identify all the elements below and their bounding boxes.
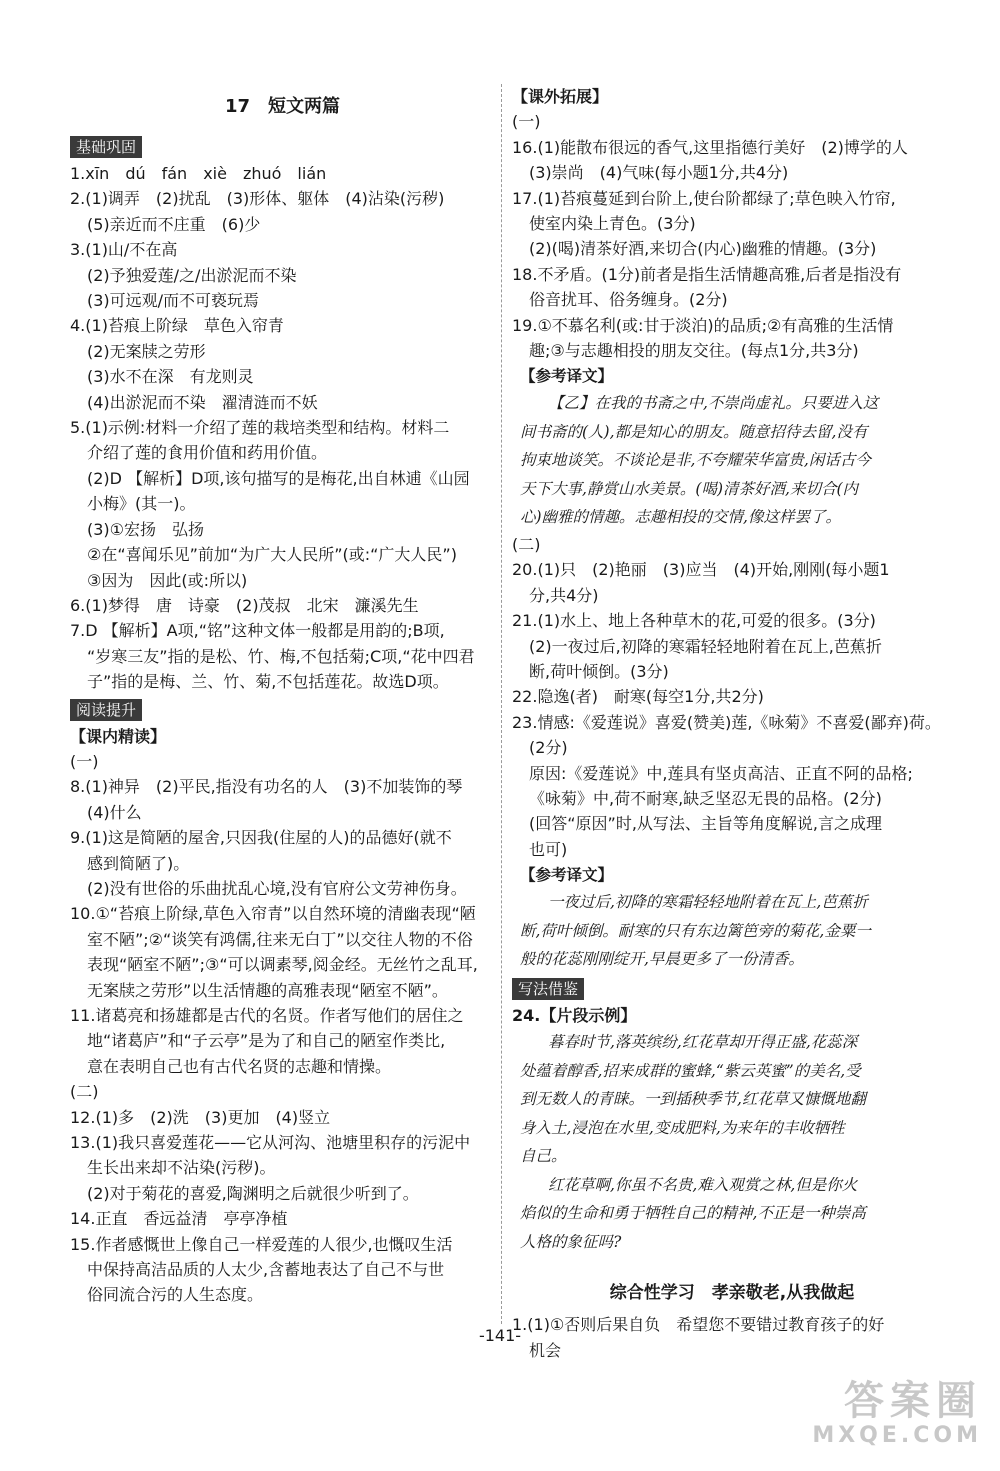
text-line: “岁寒三友”指的是松、竹、梅,不包括菊;C项,“花中四君 xyxy=(87,646,475,666)
section-badge-writing: 写法借鉴 xyxy=(512,978,584,1000)
text-line: 子”指的是梅、兰、竹、菊,不包括莲花。故选D项。 xyxy=(87,672,449,692)
text-line: 1.(1)①否则后果自负 希望您不要错过教育孩子的好 xyxy=(512,1315,885,1335)
part-label: (二) xyxy=(70,1082,99,1102)
text-line: 般的花蕊刚刚绽开,早晨更多了一份清香。 xyxy=(520,950,804,969)
text-line: 20.(1)只 (2)艳丽 (3)应当 (4)开始,刚刚(每小题1 xyxy=(512,560,890,580)
text-line: ③因为 因此(或:所以) xyxy=(87,570,248,590)
text-line: (2)(喝)清茶好酒,来切合(内心)幽雅的情趣。(3分) xyxy=(529,239,877,259)
text-line: 处蕴着醇香,招来成群的蜜蜂,“紫云英蜜”的美名,受 xyxy=(520,1061,861,1080)
sample-paragraph xyxy=(512,1028,952,1256)
text-line: 17.(1)苔痕蔓延到台阶上,使台阶都绿了;草色映入竹帘, xyxy=(512,188,896,208)
text-line: 小梅》(其一)。 xyxy=(87,494,196,514)
section-badge-basics: 基础巩固 xyxy=(70,136,142,158)
text-line: 19.①不慕名利(或:甘于淡泊)的品质;②有高雅的生活情 xyxy=(512,315,894,335)
text-line: (2)予独爱莲/之/出淤泥而不染 xyxy=(87,265,297,285)
text-line: (4)出淤泥而不染 濯清涟而不妖 xyxy=(87,392,318,412)
reading-part1-answers xyxy=(70,774,495,1079)
text-line: 室不陋”;②“谈笑有鸿儒,往来无白丁”以交往人物的不俗 xyxy=(87,929,473,949)
text-line: 12.(1)多 (2)洗 (3)更加 (4)竖立 xyxy=(70,1107,331,1127)
watermark-logo xyxy=(812,1379,982,1449)
text-line: 9.(1)这是简陋的屋舍,只因我(住屋的人)的品德好(就不 xyxy=(70,828,452,848)
part-label: (一) xyxy=(512,112,541,132)
watermark-text: 答案圈 xyxy=(844,1378,982,1424)
text-line: (回答“原因”时,从写法、主旨等角度解说,言之成理 xyxy=(529,814,882,834)
text-line: 断,荷叶倾倒。(3分) xyxy=(529,662,669,681)
basics-answers xyxy=(70,161,495,695)
text-line: 机会 xyxy=(529,1340,562,1360)
text-line: 暮春时节,落英缤纷,红花草却开得正盛,花蕊深 xyxy=(548,1033,858,1052)
text-line: 8.(1)神异 (2)平民,指没有功名的人 (3)不加装饰的琴 xyxy=(70,777,463,797)
text-line: (4)什么 xyxy=(87,802,142,822)
text-line: (2)对于菊花的喜爱,陶渊明之后就很少听到了。 xyxy=(87,1183,419,1203)
text-line: 地“诸葛庐”和“子云亭”是为了和自己的陋室作类比, xyxy=(87,1031,446,1051)
text-line: 《咏菊》中,荷不耐寒,缺乏坚忍无畏的品格。(2分) xyxy=(529,789,882,809)
watermark-url: MXQE.COM xyxy=(812,1423,982,1448)
text-line: 表现“陋室不陋”;③“可以调素琴,阅金经。无丝竹之乱耳, xyxy=(87,955,478,975)
text-line: 俗音扰耳、俗务缠身。(2分) xyxy=(529,290,728,310)
text-line: 俗同流合污的人生态度。 xyxy=(87,1285,264,1305)
text-line: 无案牍之劳形”以生活情趣的高雅表现“陋室不陋”。 xyxy=(87,980,448,1000)
text-line: (5)亲近而不庄重 (6)少 xyxy=(87,214,261,234)
text-line: 2.(1)调弄 (2)扰乱 (3)形体、躯体 (4)沾染(污秽) xyxy=(70,189,445,209)
text-line: 【乙】在我的书斋之中,不崇尚虚礼。只要进入这 xyxy=(548,394,879,413)
text-line: 3.(1)山/不在高 xyxy=(70,240,178,260)
text-line: 原因:《爱莲说》中,莲具有坚贞高洁、正直不阿的品格; xyxy=(529,763,913,783)
text-line: 一夜过后,初降的寒霜轻轻地附着在瓦上,芭蕉折 xyxy=(548,893,868,912)
text-line: 心)幽雅的情趣。志趣相投的交情,像这样罢了。 xyxy=(520,508,841,527)
text-line: 介绍了莲的食用价值和药用价值。 xyxy=(87,443,328,463)
text-line: 6.(1)梦得 唐 诗豪 (2)茂叔 北宋 濂溪先生 xyxy=(70,595,419,615)
text-line: 10.①“苔痕上阶绿,草色入帘青”以自然环境的清幽表现“陋 xyxy=(70,904,476,924)
right-column xyxy=(512,84,952,1363)
text-line: 1.xīn dú fán xiè zhuó lián xyxy=(70,164,327,183)
text-line: 13.(1)我只喜爱莲花——它从河沟、池塘里积存的污泥中 xyxy=(70,1133,471,1153)
text-line: (2)D 【解析】D项,该句描写的是梅花,出自林逋《山园 xyxy=(87,468,470,488)
item-24-heading: 24.【片段示例】 xyxy=(512,1005,637,1025)
text-line: 红花草啊,你虽不名贵,难入观赏之林,但是你火 xyxy=(548,1175,858,1194)
part-label: (二) xyxy=(512,534,541,554)
text-line: 4.(1)苔痕上阶绿 草色入帘青 xyxy=(70,316,284,336)
page-number: -141- xyxy=(478,1326,522,1345)
text-line: 焰似的生命和勇于牺牲自己的精神,不正是一种崇高 xyxy=(520,1204,866,1223)
text-line: 11.诸葛亮和扬雄都是古代的名贤。作者写他们的居住之 xyxy=(70,1006,464,1025)
text-line: 生长出来却不沾染(污秽)。 xyxy=(87,1158,276,1178)
text-line: 拘束地谈笑。不谈论是非,不夸耀荣华富贵,闲话古今 xyxy=(520,451,871,470)
text-line: 使室内染上青色。(3分) xyxy=(529,214,696,234)
text-line: 天下大事,静赏山水美景。(喝)清茶好酒,来切合(内 xyxy=(520,479,858,498)
text-line: 15.作者感慨世上像自己一样爱莲的人很少,也慨叹生活 xyxy=(70,1234,453,1254)
text-line: 也可) xyxy=(529,839,568,859)
text-line: (3)①宏扬 弘扬 xyxy=(87,519,205,539)
reference-translation-heading: 【参考译文】 xyxy=(520,866,614,885)
text-line: 21.(1)水上、地上各种草木的花,可爱的很多。(3分) xyxy=(512,611,876,631)
text-line: 意在表明自己也有古代名贤的志趣和情操。 xyxy=(87,1056,392,1076)
text-line: 7.D 【解析】A项,“铭”这种文体一般都是用韵的;B项, xyxy=(70,621,445,641)
part-label: (一) xyxy=(70,751,99,771)
text-line: 断,荷叶倾倒。耐寒的只有东边篱笆旁的菊花,金粟一 xyxy=(520,921,871,940)
text-line: (2)无案牍之劳形 xyxy=(87,341,206,361)
subsection-in-class-reading: 【课内精读】 xyxy=(70,726,167,746)
text-line: 22.隐逸(者) 耐寒(每空1分,共2分) xyxy=(512,687,764,707)
text-line: 18.不矛盾。(1分)前者是指生活情趣高雅,后者是指没有 xyxy=(512,264,902,284)
text-line: 23.情感:《爱莲说》喜爱(赞美)莲,《咏菊》不喜爱(鄙弃)荷。 xyxy=(512,712,941,732)
text-line: (2分) xyxy=(529,738,568,758)
text-line: 自己。 xyxy=(520,1147,567,1166)
text-line: 14.正直 香远益清 亭亭净植 xyxy=(70,1209,288,1229)
text-line: (3)水不在深 有龙则灵 xyxy=(87,367,254,387)
text-line: (3)崇尚 (4)气味(每小题1分,共4分) xyxy=(529,163,789,183)
extended-part1-answers xyxy=(512,135,952,364)
text-line: 5.(1)示例:材料一介绍了莲的栽培类型和结构。材料二 xyxy=(70,418,450,438)
reference-translation-2 xyxy=(512,888,952,974)
reference-translation-1 xyxy=(512,389,952,532)
text-line: ②在“喜闻乐见”前加“为广大人民所”(或:“广大人民”) xyxy=(87,545,457,565)
left-column xyxy=(70,84,495,1308)
text-line: 间书斋的(人),都是知心的朋友。随意招待去留,没有 xyxy=(520,422,868,441)
reading-part2-answers xyxy=(70,1105,495,1308)
text-line: 身入土,浸泡在水里,变成肥料,为来年的丰收牺牲 xyxy=(520,1118,845,1137)
text-line: 趣;③与志趣相投的朋友交往。(每点1分,共3分) xyxy=(529,341,859,361)
text-line: 分,共4分) xyxy=(529,585,599,605)
subsection-extended-reading: 【课外拓展】 xyxy=(512,87,609,106)
comprehensive-study-title: 综合性学习 孝亲敬老,从我做起 xyxy=(609,1283,855,1304)
section-badge-reading: 阅读提升 xyxy=(70,699,142,721)
text-line: 感到简陋了)。 xyxy=(87,853,190,873)
text-line: (2)没有世俗的乐曲扰乱心境,没有官府公文劳神伤身。 xyxy=(87,878,467,898)
text-line: 到无数人的青睐。一到插秧季节,红花草又慷慨地翻 xyxy=(520,1090,866,1109)
text-line: (2)一夜过后,初降的寒霜轻轻地附着在瓦上,芭蕉折 xyxy=(529,636,882,656)
page-title: 17 短文两篇 xyxy=(224,96,341,117)
reference-translation-heading: 【参考译文】 xyxy=(520,367,614,386)
extended-part2-answers xyxy=(512,557,952,862)
text-line: 16.(1)能散布很远的香气,这里指德行美好 (2)博学的人 xyxy=(512,137,908,157)
column-divider xyxy=(501,84,502,1324)
text-line: 人格的象征吗? xyxy=(520,1232,622,1251)
text-line: (3)可远观/而不可亵玩焉 xyxy=(87,291,260,311)
text-line: 中保持高洁品质的人太少,含蓄地表达了自己不与世 xyxy=(87,1260,445,1280)
